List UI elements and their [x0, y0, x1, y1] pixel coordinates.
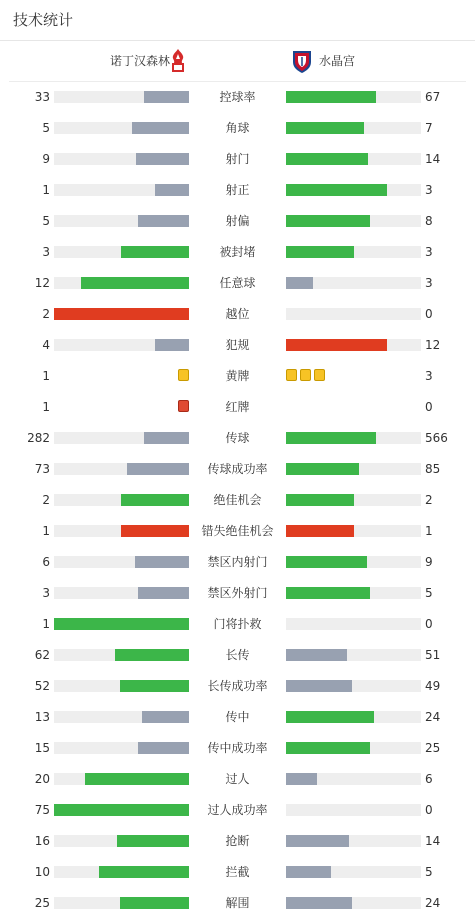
home-stat-value: 20	[34, 772, 50, 786]
home-stat-value: 6	[42, 555, 50, 569]
home-bar-fill	[121, 494, 189, 506]
away-stat-value: 5	[425, 865, 433, 879]
home-stat-value: 2	[42, 307, 50, 321]
yellow-card-icon	[178, 369, 189, 381]
stat-row	[0, 392, 475, 423]
home-stat-value: 1	[42, 400, 50, 414]
stat-row	[0, 671, 475, 702]
home-stat-value: 2	[42, 493, 50, 507]
stat-label: 抢断	[225, 834, 250, 848]
away-bar-track	[286, 494, 421, 506]
stat-label: 黄牌	[225, 369, 250, 383]
away-bar-track	[286, 742, 421, 754]
home-stat-value: 1	[42, 369, 50, 383]
stat-label: 过人成功率	[207, 803, 268, 817]
home-bar-track	[54, 277, 189, 289]
home-bar-fill	[121, 525, 189, 537]
red-card-icon	[178, 400, 189, 412]
stat-row	[0, 733, 475, 764]
stat-label: 控球率	[219, 90, 256, 104]
away-stat-value: 0	[425, 803, 433, 817]
stat-row	[0, 764, 475, 795]
home-bar-track	[54, 804, 189, 816]
stat-row	[0, 640, 475, 671]
home-bar-fill	[138, 215, 189, 227]
home-stat-value: 75	[34, 803, 50, 817]
away-stat-value: 5	[425, 586, 433, 600]
page-title: 技术统计	[13, 11, 74, 29]
stat-row	[0, 609, 475, 640]
home-bar-track	[54, 122, 189, 134]
away-bar-fill	[286, 494, 354, 506]
away-stat-value: 25	[425, 741, 441, 755]
away-bar-fill	[286, 463, 359, 475]
home-bar-fill	[132, 122, 189, 134]
away-bar-fill	[286, 897, 352, 909]
home-stat-value: 9	[42, 152, 50, 166]
home-bar-fill	[54, 308, 189, 320]
away-stat-value: 8	[425, 214, 433, 228]
stat-label: 门将扑救	[213, 617, 262, 631]
away-bar-fill	[286, 525, 354, 537]
away-stat-value: 14	[425, 152, 441, 166]
stat-row	[0, 299, 475, 330]
away-bar-fill	[286, 91, 376, 103]
home-bar-track	[54, 91, 189, 103]
away-stat-value: 6	[425, 772, 433, 786]
away-stat-value: 3	[425, 183, 433, 197]
away-bar-track	[286, 153, 421, 165]
home-stat-value: 62	[34, 648, 50, 662]
home-bar-fill	[144, 91, 189, 103]
away-bar-fill	[286, 649, 347, 661]
home-bar-fill	[115, 649, 189, 661]
home-bar-track	[54, 680, 189, 692]
home-stat-value: 33	[34, 90, 50, 104]
stat-label: 禁区内射门	[207, 555, 268, 569]
stat-label: 过人	[225, 772, 250, 786]
stat-row	[0, 516, 475, 547]
stats-table	[0, 82, 475, 919]
stats-header	[0, 0, 475, 41]
home-bar-fill	[99, 866, 189, 878]
stat-label: 角球	[225, 121, 250, 135]
stat-label: 绝佳机会	[213, 493, 262, 507]
away-bar-track	[286, 897, 421, 909]
away-bar-fill	[286, 556, 367, 568]
away-bar-track	[286, 277, 421, 289]
away-cards	[286, 369, 325, 383]
home-bar-track	[54, 308, 189, 320]
home-stat-value: 12	[34, 276, 50, 290]
stat-label: 红牌	[225, 400, 250, 414]
yellow-card-icon	[314, 369, 325, 381]
away-stat-value: 0	[425, 307, 433, 321]
stat-row	[0, 795, 475, 826]
away-bar-track	[286, 184, 421, 196]
away-bar-fill	[286, 773, 317, 785]
stat-label: 射门	[225, 152, 250, 166]
stat-row	[0, 206, 475, 237]
away-bar-track	[286, 432, 421, 444]
home-cards	[178, 369, 189, 383]
home-stat-value: 1	[42, 617, 50, 631]
home-bar-track	[54, 587, 189, 599]
stat-row	[0, 454, 475, 485]
stat-row	[0, 423, 475, 454]
stat-label: 射偏	[225, 214, 250, 228]
home-bar-track	[54, 773, 189, 785]
away-bar-fill	[286, 680, 352, 692]
home-bar-track	[54, 494, 189, 506]
stat-row	[0, 330, 475, 361]
home-stat-value: 25	[34, 896, 50, 910]
away-bar-track	[286, 339, 421, 351]
away-stat-value: 7	[425, 121, 433, 135]
home-bar-fill	[120, 897, 189, 909]
stat-row	[0, 361, 475, 392]
home-bar-track	[54, 556, 189, 568]
stat-row	[0, 268, 475, 299]
home-bar-fill	[120, 680, 189, 692]
stat-label: 拦截	[225, 865, 250, 879]
home-stat-value: 10	[34, 865, 50, 879]
stat-row	[0, 237, 475, 268]
stat-label: 传中	[225, 710, 250, 724]
home-stat-value: 4	[42, 338, 50, 352]
stat-label: 被封堵	[219, 245, 256, 259]
away-stat-value: 24	[425, 710, 441, 724]
away-bar-fill	[286, 153, 368, 165]
home-bar-fill	[138, 742, 189, 754]
home-bar-track	[54, 711, 189, 723]
teams-header	[9, 42, 466, 82]
away-bar-track	[286, 866, 421, 878]
home-team-badge-icon	[169, 48, 187, 74]
away-stat-value: 3	[425, 369, 433, 383]
stat-label: 传中成功率	[207, 741, 268, 755]
home-bar-fill	[144, 432, 189, 444]
away-bar-fill	[286, 835, 349, 847]
away-team-badge-icon	[291, 48, 313, 74]
away-stat-value: 51	[425, 648, 441, 662]
home-cards	[178, 400, 189, 414]
home-bar-track	[54, 649, 189, 661]
away-stat-value: 12	[425, 338, 441, 352]
away-bar-track	[286, 215, 421, 227]
away-bar-fill	[286, 432, 376, 444]
home-bar-track	[54, 339, 189, 351]
home-bar-track	[54, 215, 189, 227]
away-bar-fill	[286, 742, 370, 754]
away-bar-track	[286, 246, 421, 258]
away-bar-track	[286, 91, 421, 103]
home-bar-track	[54, 153, 189, 165]
home-bar-fill	[54, 618, 189, 630]
home-bar-track	[54, 432, 189, 444]
yellow-card-icon	[286, 369, 297, 381]
home-bar-fill	[155, 339, 189, 351]
stat-label: 传球	[225, 431, 250, 445]
home-bar-track	[54, 525, 189, 537]
home-bar-fill	[135, 556, 189, 568]
home-bar-track	[54, 463, 189, 475]
away-bar-track	[286, 122, 421, 134]
home-bar-track	[54, 618, 189, 630]
away-bar-track	[286, 835, 421, 847]
away-team-name: 水晶宫	[319, 54, 356, 68]
away-bar-fill	[286, 215, 370, 227]
home-bar-track	[54, 246, 189, 258]
away-stat-value: 67	[425, 90, 441, 104]
away-bar-track	[286, 804, 421, 816]
away-bar-fill	[286, 184, 387, 196]
home-stat-value: 5	[42, 121, 50, 135]
away-stat-value: 3	[425, 245, 433, 259]
stat-label: 射正	[225, 183, 250, 197]
away-bar-track	[286, 680, 421, 692]
stat-label: 长传成功率	[207, 679, 268, 693]
away-bar-fill	[286, 122, 364, 134]
home-bar-fill	[117, 835, 189, 847]
stat-label: 越位	[225, 307, 250, 321]
home-stat-value: 15	[34, 741, 50, 755]
home-stat-value: 3	[42, 586, 50, 600]
home-bar-track	[54, 897, 189, 909]
stat-label: 任意球	[219, 276, 256, 290]
away-bar-track	[286, 773, 421, 785]
stat-row	[0, 175, 475, 206]
away-bar-track	[286, 463, 421, 475]
home-bar-fill	[138, 587, 189, 599]
home-bar-fill	[142, 711, 189, 723]
stat-row	[0, 113, 475, 144]
home-stat-value: 73	[34, 462, 50, 476]
away-bar-track	[286, 556, 421, 568]
away-bar-fill	[286, 277, 313, 289]
stat-row	[0, 702, 475, 733]
stat-row	[0, 826, 475, 857]
away-stat-value: 566	[425, 431, 448, 445]
away-stat-value: 9	[425, 555, 433, 569]
away-bar-fill	[286, 246, 354, 258]
home-bar-fill	[136, 153, 189, 165]
home-bar-fill	[81, 277, 189, 289]
stat-label: 错失绝佳机会	[201, 524, 274, 538]
home-bar-track	[54, 866, 189, 878]
stat-label: 犯规	[225, 338, 250, 352]
away-bar-fill	[286, 711, 374, 723]
yellow-card-icon	[300, 369, 311, 381]
home-bar-track	[54, 742, 189, 754]
away-stat-value: 0	[425, 617, 433, 631]
away-stat-value: 3	[425, 276, 433, 290]
stat-row	[0, 82, 475, 113]
stat-label: 传球成功率	[207, 462, 268, 476]
away-bar-track	[286, 618, 421, 630]
home-stat-value: 282	[27, 431, 50, 445]
stat-row	[0, 144, 475, 175]
home-bar-fill	[85, 773, 189, 785]
away-bar-fill	[286, 339, 387, 351]
stat-row	[0, 578, 475, 609]
home-bar-fill	[54, 804, 189, 816]
away-stat-value: 14	[425, 834, 441, 848]
away-stat-value: 1	[425, 524, 433, 538]
home-bar-fill	[121, 246, 189, 258]
away-stat-value: 24	[425, 896, 441, 910]
away-bar-track	[286, 587, 421, 599]
stat-label: 解围	[225, 896, 250, 910]
away-bar-fill	[286, 866, 331, 878]
away-stat-value: 0	[425, 400, 433, 414]
stat-row	[0, 888, 475, 919]
stat-row	[0, 485, 475, 516]
home-stat-value: 5	[42, 214, 50, 228]
away-bar-track	[286, 525, 421, 537]
home-stat-value: 16	[34, 834, 50, 848]
home-stat-value: 13	[34, 710, 50, 724]
stat-label: 长传	[225, 648, 250, 662]
away-stat-value: 49	[425, 679, 441, 693]
home-bar-track	[54, 184, 189, 196]
home-stat-value: 1	[42, 183, 50, 197]
away-bar-track	[286, 711, 421, 723]
home-bar-track	[54, 835, 189, 847]
stat-label: 禁区外射门	[207, 586, 268, 600]
away-bar-track	[286, 649, 421, 661]
home-team-name: 诺丁汉森林	[109, 54, 170, 68]
stat-row	[0, 857, 475, 888]
away-stat-value: 2	[425, 493, 433, 507]
stat-row	[0, 547, 475, 578]
home-bar-fill	[127, 463, 189, 475]
home-stat-value: 1	[42, 524, 50, 538]
home-stat-value: 52	[34, 679, 50, 693]
away-bar-track	[286, 308, 421, 320]
home-bar-fill	[155, 184, 189, 196]
away-bar-fill	[286, 587, 370, 599]
home-stat-value: 3	[42, 245, 50, 259]
away-stat-value: 85	[425, 462, 441, 476]
